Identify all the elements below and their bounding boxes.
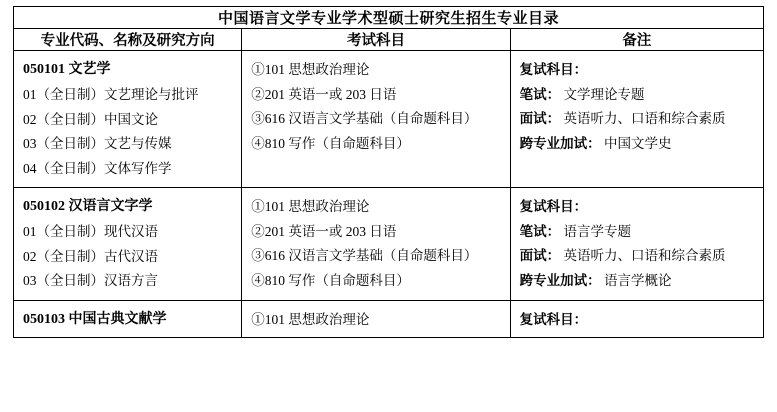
column-header-remarks: 备注	[510, 29, 763, 51]
exam-subject: ①101 思想政治理论	[251, 199, 370, 214]
remark-label: 面试：	[519, 111, 561, 126]
column-header-major: 专业代码、名称及研究方向	[14, 29, 242, 51]
remark-label: 跨专业加试：	[519, 272, 601, 288]
remark-line	[520, 308, 754, 333]
remarks-cell	[510, 51, 763, 188]
subjects-cell	[242, 188, 510, 301]
remark-label: 面试：	[519, 248, 561, 263]
remark-text: 语言学概论	[600, 272, 672, 288]
exam-subject: ④810 写作（自命题科目）	[251, 272, 410, 288]
table-header-row	[14, 29, 764, 51]
column-header-subjects: 考试科目	[242, 29, 510, 51]
remark-label: 复试科目：	[519, 62, 588, 77]
exam-subject: ①101 思想政治理论	[251, 311, 370, 327]
remark-text: 英语听力、口语和综合素质	[560, 111, 726, 126]
remark-line	[520, 269, 754, 294]
table-row	[14, 51, 764, 188]
major-code-name: 050101 文艺学	[23, 62, 111, 77]
remark-line	[520, 195, 754, 220]
table-row	[14, 188, 764, 301]
major-cell	[14, 188, 242, 301]
remark-line	[520, 132, 754, 157]
remark-text: 文学理论专题	[560, 86, 645, 102]
admissions-catalog-table	[13, 6, 764, 338]
subjects-cell	[242, 51, 510, 188]
exam-subject: ②201 英语一或 203 日语	[251, 223, 397, 239]
remark-label: 笔试：	[519, 223, 561, 239]
research-direction: 02（全日制）古代汉语	[23, 248, 158, 264]
exam-subject: ②201 英语一或 203 日语	[251, 86, 397, 102]
research-direction: 02（全日制）中国文论	[23, 111, 158, 127]
major-cell	[14, 51, 242, 188]
remark-label: 跨专业加试：	[519, 135, 601, 151]
remark-line	[520, 83, 754, 108]
remark-label: 复试科目：	[519, 311, 588, 327]
research-direction: 03（全日制）文艺与传媒	[23, 136, 172, 151]
exam-subject: ①101 思想政治理论	[251, 62, 370, 77]
remarks-cell	[510, 300, 763, 337]
exam-subject: ③616 汉语言文学基础（自命题科目）	[251, 111, 478, 126]
table-row	[14, 300, 764, 337]
exam-subject: ④810 写作（自命题科目）	[251, 135, 410, 151]
research-direction: 01（全日制）现代汉语	[23, 224, 158, 239]
subjects-cell	[242, 300, 510, 337]
research-direction: 03（全日制）汉语方言	[23, 273, 158, 288]
remarks-cell	[510, 188, 763, 301]
remark-text: 中国文学史	[600, 135, 672, 151]
remark-line	[520, 107, 754, 132]
remark-text: 英语听力、口语和综合素质	[560, 248, 726, 263]
remark-text: 语言学专题	[560, 223, 632, 239]
page-title: 中国语言文学专业学术型硕士研究生招生专业目录	[14, 7, 764, 29]
remark-label: 复试科目：	[519, 199, 588, 214]
research-direction: 01（全日制）文艺理论与批评	[23, 87, 199, 102]
document-page	[0, 6, 777, 412]
exam-subject: ③616 汉语言文学基础（自命题科目）	[251, 248, 478, 263]
table-title-row	[14, 7, 764, 29]
major-cell	[14, 300, 242, 337]
remark-line	[520, 244, 754, 269]
remark-line	[520, 58, 754, 83]
remark-line	[520, 220, 754, 245]
research-direction: 04（全日制）文体写作学	[23, 160, 172, 176]
remark-label: 笔试：	[519, 86, 561, 102]
major-code-name: 050103 中国古典文献学	[23, 311, 167, 327]
major-code-name: 050102 汉语言文字学	[23, 199, 153, 214]
